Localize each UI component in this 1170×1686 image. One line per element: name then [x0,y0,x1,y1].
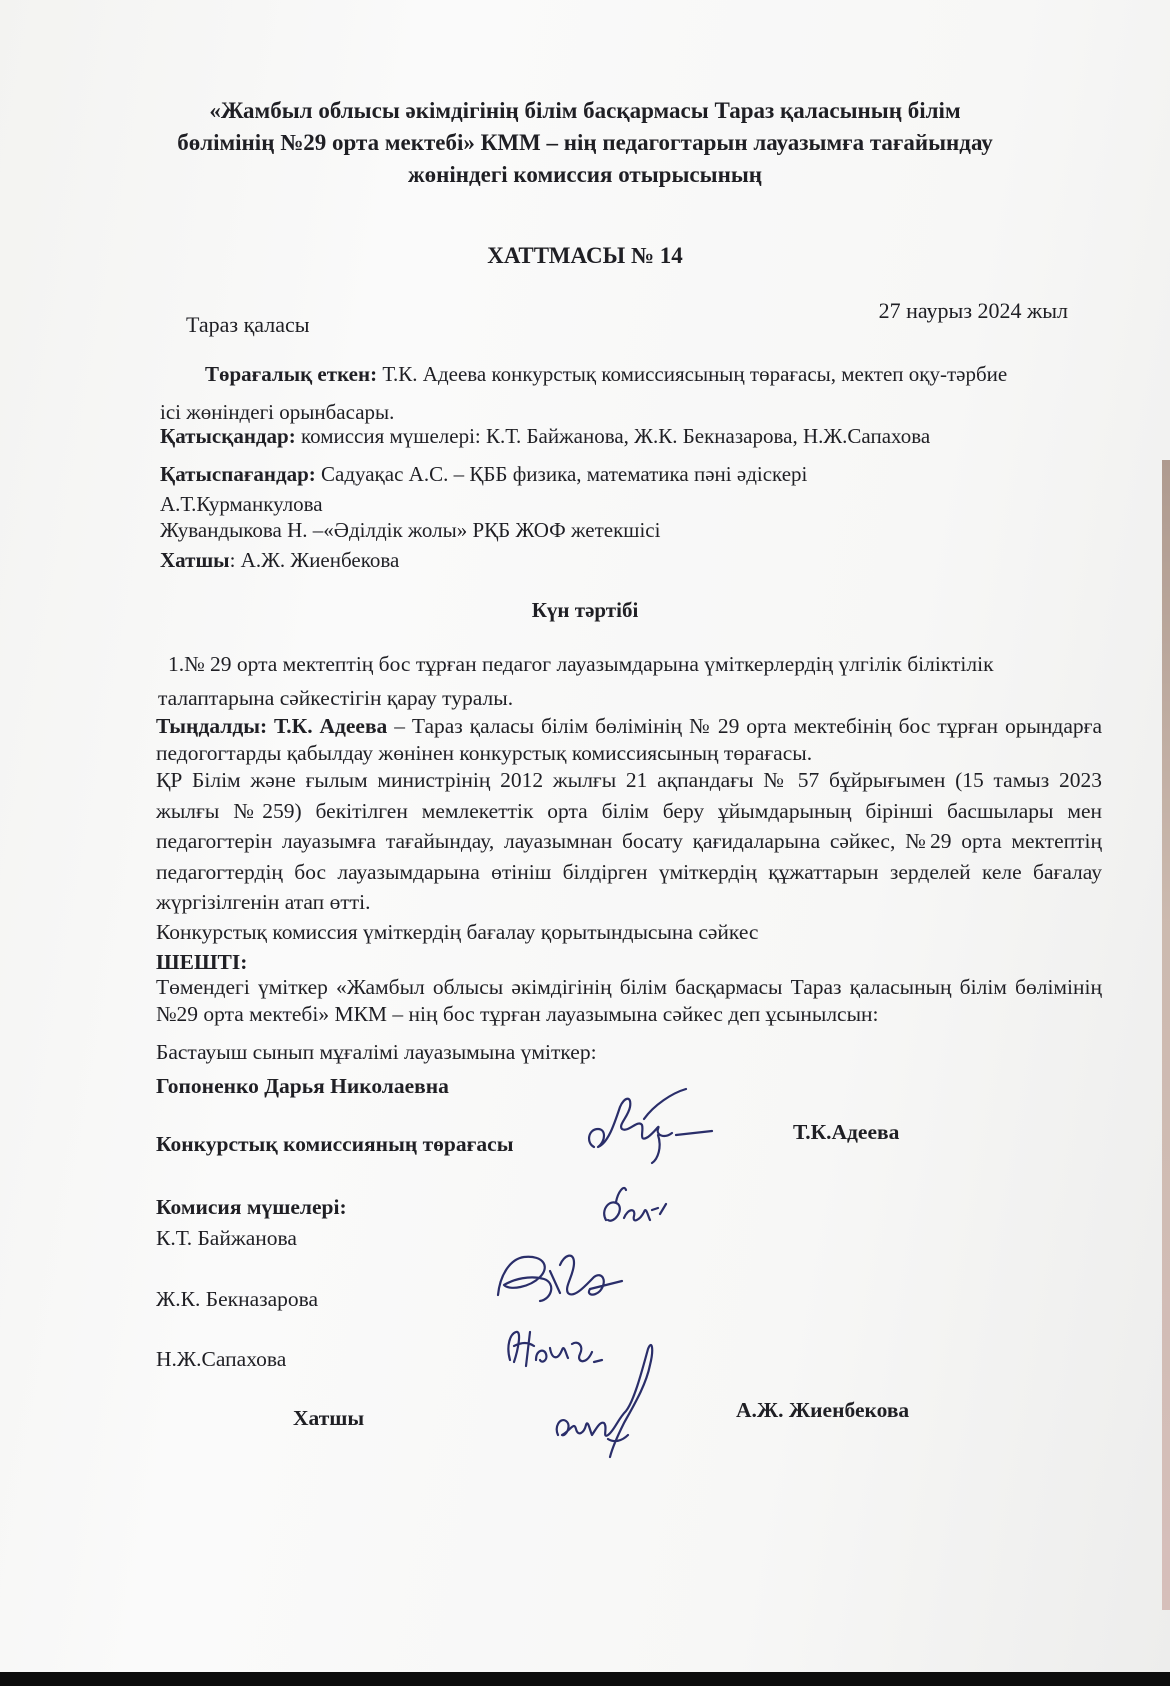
member-2: Ж.К. Бекназарова [156,1287,319,1311]
secretary-name: А.Ж. Жиенбекова [736,1398,910,1422]
absent-line-3: Жувандыкова Н. –«Әділдік жолы» РҚБ ЖОФ жетекшісі [160,518,661,542]
document-header [150,95,1020,191]
decision-text: Төмендегі үміткер «Жамбыл облысы әкімдігінің білім басқармасы Тараз қаласының білім бөлімінің №29 орта мектебі» МКМ – нің бос тұрған лауазымына сәйкес деп ұсынылсын: [156,975,1102,1026]
members-label: Комисия мүшелері: [156,1195,347,1219]
present-line [160,424,930,448]
present-text: комиссия мүшелері: К.Т. Байжанова, Ж.К. Бекназарова, Н.Ж.Сапахова [295,424,931,448]
absent-line-2: А.Т.Курманкулова [160,492,323,516]
secretary-signature [552,1335,662,1460]
header-line-2: бөлімінің №29 орта мектебі» КММ – нің педагогтарын лауазымға тағайындау [177,130,993,155]
chair-label: Төрағалық еткен: [205,362,378,386]
chair-line [205,362,1007,386]
agenda-item-line-2: талаптарына сәйкестігін қарау туралы. [158,686,514,710]
decision-label: ШЕШТІ: [156,950,248,974]
chair-line-2: ісі жөніндегі орынбасары. [160,400,395,424]
secretary-text: : А.Ж. Жиенбекова [229,548,400,572]
city-label: Тараз қаласы [186,312,310,337]
present-label: Қатысқандар: [160,424,296,448]
committee-line: Конкурстық комиссия үміткердің бағалау қорытындысына сәйкес [156,920,759,944]
heard-paragraph [156,713,1102,767]
member-3: Н.Ж.Сапахова [156,1347,287,1371]
member-1-signature [596,1180,696,1240]
header-line-1: «Жамбыл облысы әкімдігінің білім басқармасы Тараз қаласының білім [209,98,961,123]
chair-text: Т.К. Адеева конкурстық комиссиясының төрағасы, мектеп оқу-тәрбие [377,362,1008,386]
member-1: К.Т. Байжанова [156,1226,297,1250]
absent-label: Қатыспағандар: [160,462,316,486]
header-line-3: жөніндегі комиссия отырысының [407,162,763,187]
protocol-title: ХАТТМАСЫ № 14 [487,243,683,268]
agenda-item-line-1: 1.№ 29 орта мектептің бос тұрған педагог лауазымдарына үміткерлердің үлгілік біліктілік [168,652,994,676]
candidate-name: Гопоненко Дарья Николаевна [156,1074,449,1098]
position-line: Бастауыш сынып мұғалімі лауазымына үміткер: [156,1040,597,1064]
chair-name: Т.К.Адеева [793,1120,900,1144]
page-edge-shadow [1162,460,1170,1610]
heard-text: – Тараз қаласы білім бөлімінің № 29 орта мектебінің бос тұрған орындарға педогогтарды қабылдау жөнінен конкурстық комиссиясының төрағасы. [156,714,1102,765]
member-2-signature [490,1245,630,1315]
absent-line [160,462,807,486]
heard-label: Тыңдалды: Т.К. Адеева [156,714,388,738]
chair-signature [582,1085,722,1165]
absent-text: Садуақас А.С. – ҚББ физика, математика пәні әдіскері [315,462,808,486]
document-date: 27 наурыз 2024 жыл [878,298,1068,323]
secretary-role: Хатшы [293,1406,365,1430]
secretary-label: Хатшы [160,548,230,572]
chair-role: Конкурстық комиссияның төрағасы [156,1132,514,1156]
agenda-title: Күн тәртібі [531,598,639,622]
secretary-line [160,548,399,572]
body-paragraph: ҚР Білім және ғылым министрінің 2012 жылғы 21 ақпандағы № 57 бұйрығымен (15 тамыз 2023 жылғы №259) бекітілген мемлекеттік орта білім беру ұйымдарының бірінші басшылары мен педагогтерін лауазымға тағайындау, лауазымнан босату қағидаларына сәйкес, №29 орта мектептің педагогтердің бос лауазымдарына өтініш білдірген үміткердің құжаттарын зерделей келе бағалау жүргізілгенін атап өтті. [156,768,1102,914]
